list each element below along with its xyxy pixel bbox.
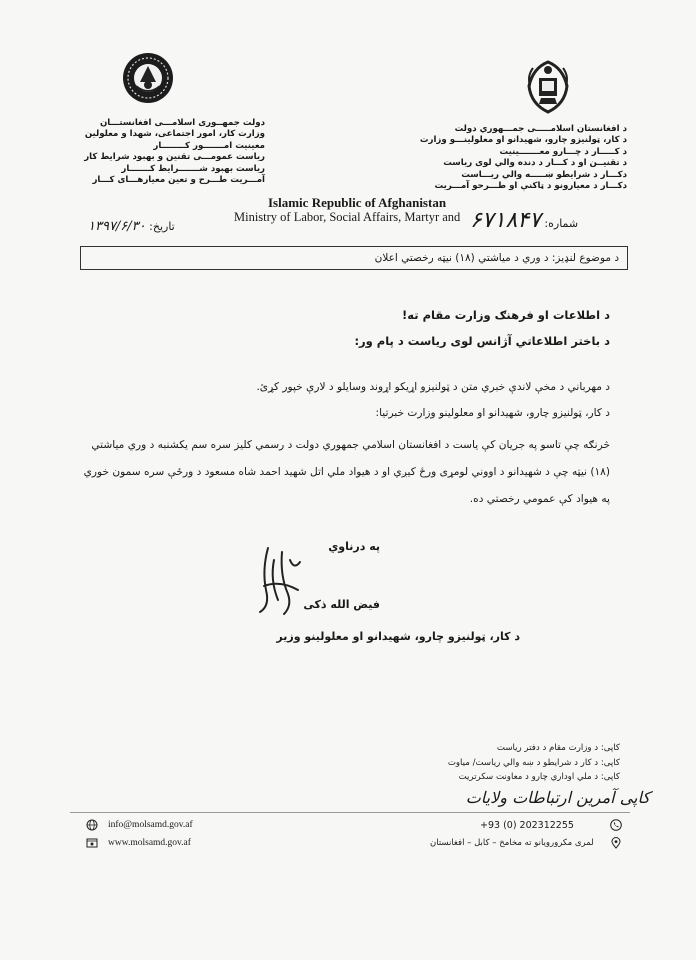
body-paragraph: څرنګه چې تاسو په جریان کې یاست د افغانستان اسلامي جمهوري دولت د رسمي کلیز سره سم یکشنبه د وري میاشتي (۱۸) نیټه چې د شهیدانو د اووني لومړی ورځ کیږي او د هیواد ملي اتل شهید احمد شاه مسعود د ورځې سره سمون خوري په هیواد کې عمومي رخصتي ده. [83, 439, 610, 505]
header-right-line: د افغانستان اسلامـــــی جمـــهوري دولت [454, 124, 627, 134]
footer-website[interactable]: www.molsamd.gov.af [108, 838, 191, 848]
footer-email[interactable]: info@molsamd.gov.af [108, 820, 193, 830]
header-right-line: دکـــار د معیارونو د ټاکنې او طـــرحو آمـــریت [434, 181, 627, 192]
globe-icon [86, 819, 98, 831]
header-left-line: دولت جمهــوری اسلامـــی افغانستـــان [99, 118, 265, 128]
signer-name: فیض الله ذکی [303, 598, 380, 611]
phone-icon [610, 819, 622, 831]
header-right-block [412, 124, 627, 192]
english-title: Islamic Republic of Afghanistan [268, 195, 447, 210]
footer-phone[interactable]: +93 (0) 202312255 [480, 820, 574, 831]
subject-line: د موضوع لنډیز: د وري د میاشتي (۱۸) نیټه رخصتي اعلان [80, 246, 628, 270]
cc-line: کاپی: د کار د شرایطو د ښه والي ریاست/ میاوت [447, 758, 620, 768]
signer-title: د کار، ټولنیزو چارو، شهیدانو او معلولینو وزیر [276, 630, 520, 643]
ministry-seal-icon [122, 52, 174, 104]
body-paragraph: د مهرباني د مخې لاندې خبري متن د ټولنیزو اړیکو اړوند وسایلو د لارې خپور کړئ. [256, 381, 610, 393]
website-icon [86, 837, 98, 849]
footer-divider [70, 812, 630, 813]
body-paragraph: د کار، ټولنیزو چارو، شهیدانو او معلولینو وزارت خبرتیا: [375, 407, 610, 419]
header-left-line: وزارت کار، امور اجتماعی، شهدا و معلولین [84, 129, 265, 140]
footer-address: لمری مکرورویانو ته مخامخ – کابل – افغانستان [430, 838, 594, 848]
header-left-line: معینیت امـــــــور کــــــــار [153, 140, 265, 151]
header-left-line: آمـــریت طـــرح و تعین معیارهـــای کـــار [92, 175, 265, 186]
header-left-line: ریاست بهبود شـــــــرایط کـــــــار [121, 163, 265, 174]
date-field [88, 219, 175, 234]
date-label: تاریخ: [149, 220, 175, 233]
header-right-line: دکـــار د شرایطو ښـــــه والي ریـــاست [461, 169, 627, 180]
location-pin-icon [610, 837, 622, 849]
header-right-line: د کار، ټولنیزو چارو، شهیدانو او معلولینـــو وزارت [419, 135, 627, 146]
header-left-line: ریاست عمومـــی تقنین و بهبود شرایط کار [84, 152, 265, 163]
closing-regards: په درناوي [328, 540, 380, 553]
header-right-line: د تقنیــن او د کـــار د دنده والي لوی ریاست [443, 158, 627, 169]
header-left-block [60, 118, 265, 186]
number-value: ۶۷۱۸۴۷ [470, 208, 541, 233]
number-label: شماره: [544, 217, 579, 230]
addressee-secondary: د باختر اطلاعاتي آژانس لوی ریاست د پام ور: [354, 334, 610, 348]
reference-number-field [470, 208, 578, 233]
national-emblem-icon [521, 56, 575, 116]
date-value: ۱۳۹۷/۶/۳۰ [88, 219, 146, 234]
english-subtitle: Ministry of Labor, Social Affairs, Martyr and [234, 210, 461, 224]
header-right-line: د کـــــار د چـــارو معـــــــینیت [499, 146, 627, 157]
cc-line: کاپی: د وزارت مقام د دفتر ریاست [496, 743, 620, 753]
cc-handwritten-note: کاپی آمرین ارتباطات ولایات [465, 788, 650, 807]
cc-line: کاپی: د ملي اوداري چارو د معاونت سکرتریت [458, 772, 620, 782]
addressee-primary: د اطلاعات او فرهنګ وزارت مقام ته! [402, 308, 610, 322]
